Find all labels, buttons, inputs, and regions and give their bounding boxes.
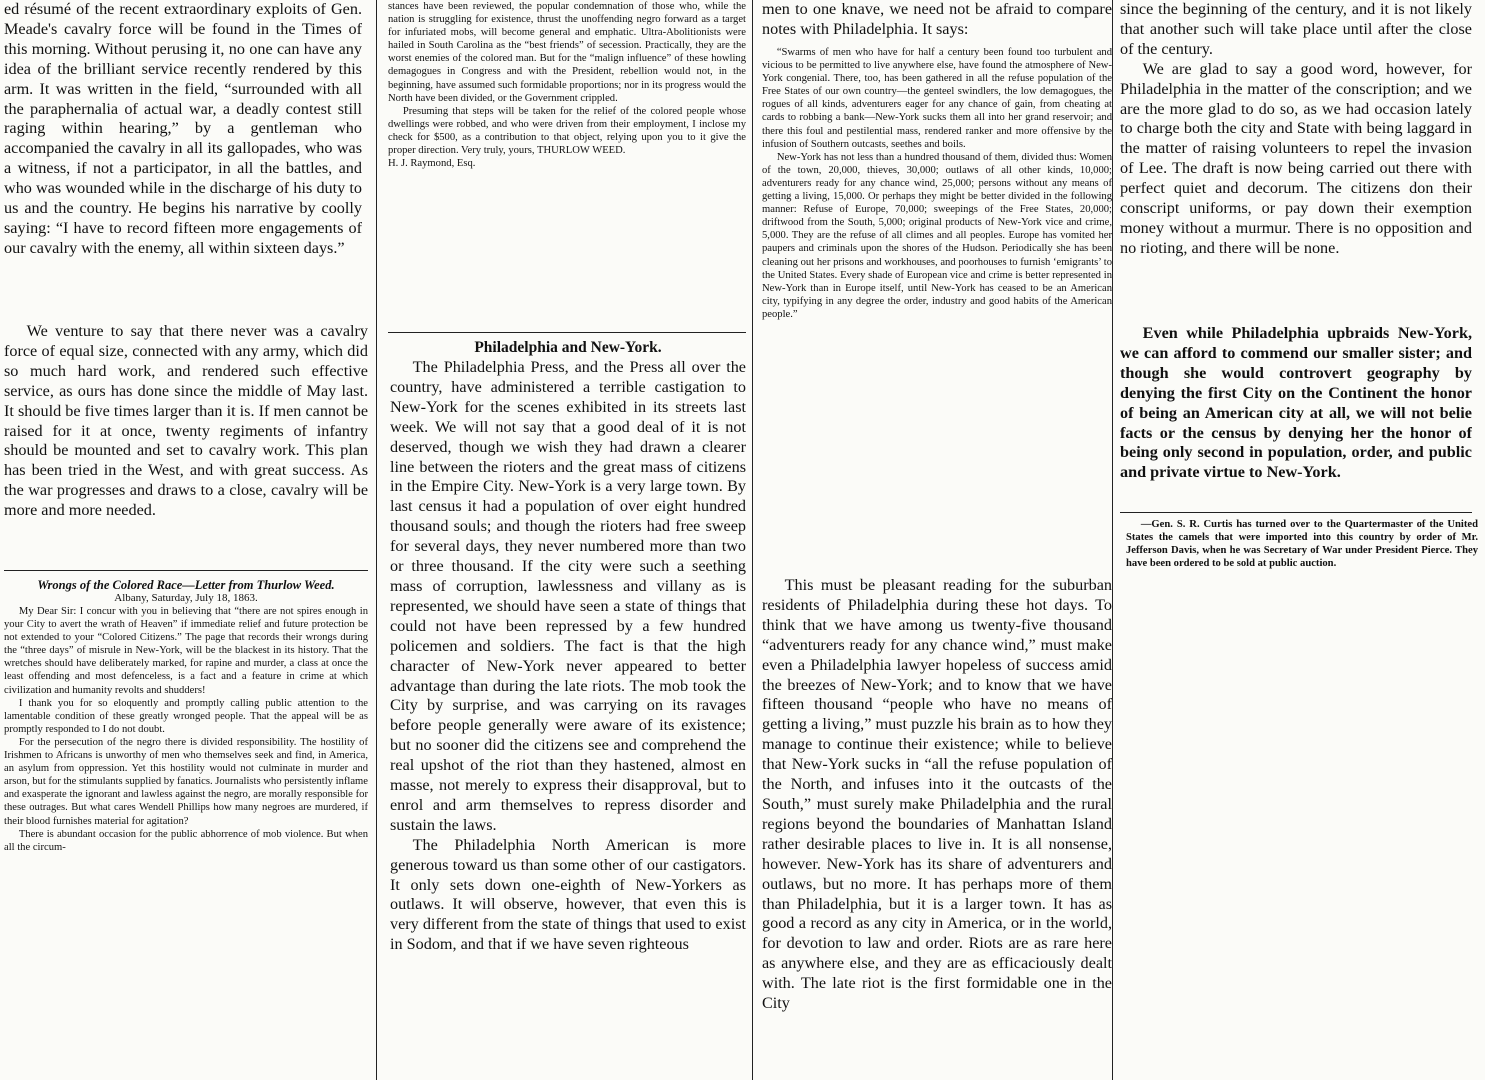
column-rule-2 [752, 0, 753, 1080]
weed-letter-closing: Presuming that steps will be taken for the relief of the colored people whose dwellings were robbed, and who were driven from their employment, I inclose my check for $500, as a contribution to that object, relying upon you to it give the proper direction. Very truly, yours, THURLOW WEED. [388, 105, 746, 157]
article-paragraph-2: The Philadelphia North American is more generous toward us than some other of our castigators. It only sets down one-eighth of New-Yorkers as outlaws. It will observe, however, that even this is very different from the state of things that used to exist in Sodom, and that if we have seven righteous [390, 835, 746, 954]
cavalry-force-paragraph: We venture to say that there never was a cavalry force of equal size, connected with any army, which did so much hard work, and rendered such effective service, as ours has done since the middle of May last. It should be five times larger than it is. If men cannot be raised for it at once, twenty regiments of infantry should be mounted and set to cavalry work. This plan has been tried in the West, and with great success. As the war progresses and draws to a close, cavalry will be more and more needed. [4, 322, 368, 520]
column-2-article [390, 338, 746, 1078]
column-3-paragraph-2: This must be pleasant reading for the suburban residents of Philadelphia during these hot days. To think that we have among us twenty-five thousand “adventurers ready for any chance wind,” must make even a Philadelphia lawyer hopeless of success amid the breezes of New-York; and to know that we have fifteen thousand “people who have no means of getting a living,” must puzzle his brain as to how they manage to continue their existence; while to believe that New-York sucks in “all the refuse population of the North, and infuses into it the outcasts of the South,” must surely make Philadelphia and the rural regions beyond the boundaries of Manhattan Island rather desirable places to live in. It is all nonsense, however. New-York has its share of adventurers and outlaws, but no more. It has perhaps more of them than Philadelphia, but it is a larger town. It has as good a record as any city in America, or in the world, for devotion to law and order. Riots are as rare here as anywhere else, and they are as efficaciously dealt with. The late riot is the first formidable one in the City [762, 576, 1112, 1013]
weed-letter-paragraph-2: I thank you for so eloquently and promptly calling public attention to the lamentable condition of these greatly wronged people. That the appeal will be as promptly responded to I do not doubt. [4, 697, 368, 735]
weed-letter-paragraph-4: There is abundant occasion for the public abhorrence of mob violence. But when all the circum- [4, 828, 368, 853]
column-2-divider [388, 332, 746, 333]
column-1-divider [4, 570, 368, 571]
column-rule-3 [1112, 0, 1113, 1080]
weed-letter-paragraph-3: For the persecution of the negro there is divided responsibility. The hostility of Irishmen to Africans is unworthy of men who themselves seek and find, in America, an asylum from oppression. Yet this hostility would not culminate in murder and arson, but for the stimulants supplied by fanatics. Journalists who persistently inflame and exasperate the ignorant and lawless against the negro, are morally responsible for these outrages. But what cares Wendell Phillips how many negroes are murdered, if their blood furnishes material for agitation? [4, 736, 368, 827]
column-rule-1 [376, 0, 377, 1080]
camels-note: —Gen. S. R. Curtis has turned over to the Quartermaster of the United States the camels that were imported into this country by order of Mr. Jefferson Davis, when he was Secretary of War under President Pierce. They have been ordered to be sold at public auction. [1126, 519, 1478, 570]
column-3-commentary [762, 576, 1112, 1078]
weed-letter-dateline: Albany, Saturday, July 18, 1863. [114, 592, 258, 604]
column-3-intro [762, 0, 1112, 48]
article-heading: Philadelphia and New-York. [474, 339, 662, 356]
column-3-paragraph-1: men to one knave, we need not be afraid to compare notes with Philadelphia. It says: [762, 0, 1112, 38]
column-4-paragraph-3: Even while Philadelphia upbraids New-York, we can afford to commend our smaller sister; and though she would controvert geography by denying the first City on the Continent the honor of being an American city at all, we will not belie facts or the census by denying her the honor of being only second in population, order, and public and private virtue to New-York. [1120, 324, 1472, 482]
article-paragraph-1: The Philadelphia Press, and the Press all over the country, have administered a terrible castigation to New-York for the scenes exhibited in its streets last week. We will not say that a good deal of it is not deserved, though we wish they had drawn a clearer line between the rioters and the great mass of citizens in the Empire City. New-York is a very large town. By last census it had a population of over eight hundred thousand souls; and though the rioters had free sweep for several days, they never numbered more than two or three thousand. If the city were such a seething mass of corruption, lawlessness and villany as is represented, we should have seen a state of things that could not have been repressed by a few hundred policemen and soldiers. The fact is that the high character of New-York never appeared to better advantage than during the late riots. The mob took the City by surprise, and was carrying on its ravages before people generally were aware of its existence; but no sooner did the citizens see and comprehend the real upshot of the riot than they hastened, almost en masse, not merely to express their disapproval, but to enrol and arm themselves to repress disorder and sustain the laws. [390, 358, 746, 834]
column-1 [4, 0, 362, 330]
weed-letter-paragraph-1: My Dear Sir: I concur with you in believing that “there are not spires enough in your City to avert the wrath of Heaven” if immediate relief and future protection be not extended to your “Colored Citizens.” The page that records their wrongs during the “three days” of misrule in New-York, will be the blackest in its history. That the wretches should have deliberately marked, for rapine and murder, a class at once the least offending and most defenceless, is a fact and a feature in crime at which civilization and humanity revolts and shudders! [4, 606, 368, 696]
weed-letter-heading: Wrongs of the Colored Race—Letter from Thurlow Weed. [37, 578, 335, 592]
column-4-paragraph-2: We are glad to say a good word, however, for Philadelphia in the matter of the conscription; and we are the more glad to do so, as we had occasion lately to charge both the city and State with being laggard in the matter of raising volunteers to repel the invasion of Lee. The draft is now being carried out there with perfect quiet and decorum. The citizens don their conscript uniforms, or pay down their exemption money without a murmur. There is no opposition and no rioting, and there will be none. [1120, 59, 1472, 257]
weed-letter [4, 578, 368, 1078]
column-2-letter [388, 0, 746, 330]
column-3-quote [762, 46, 1112, 572]
meade-cavalry-paragraph: ed résumé of the recent extraordinary exploits of Gen. Meade's cavalry force will be found in the Times of this morning. Without perusing it, no one can have any idea of the brilliant service recently rendered by this arm. It was written in the field, “surrounded with all the paraphernalia of actual war, a deadly contest still raging within hearing,” by a gentleman who accompanied the cavalry in all its gallopades, who was a witness, if not a participator, in all the battles, and who was wounded while in the discharge of his duty to us and the country. He begins his narrative by coolly saying: “I have to record fifteen more engagements of our cavalry with the enemy, all within sixteen days.” [4, 0, 362, 257]
column-4-bold [1120, 324, 1472, 510]
column-1-continued [4, 322, 368, 568]
north-american-quote-1: “Swarms of men who have for half a century been found too turbulent and vicious to be permitted to live anywhere else, have found the atmosphere of New-York congenial. There, too, has been gathered in all the refuse population of the Free States of our own country—the genteel swindlers, the low demagogues, the rogues of all kinds, adventurers eager for any chance of gain, from cheating at cards to robbing a bank—New-York sucks them all into her grand reservoir; and there this foul and pestilential mass, rendered ranker and more offensive by the infusion of Southern outcasts, seethes and boils. [762, 47, 1112, 150]
column-4-paragraph-1: since the beginning of the century, and it is not likely that another such will take place until after the close of the century. [1120, 0, 1472, 58]
addressee: H. J. Raymond, Esq. [388, 158, 476, 170]
column-4-divider [1120, 512, 1472, 513]
column-4 [1120, 0, 1472, 330]
north-american-quote-2: New-York has not less than a hundred thousand of them, divided thus: Women of the town, 20,000, thieves, 30,000; outlaws of all other kinds, 10,000; adventurers ready for any chance wind, 25,000; persons without any means of getting a living, 15,000. Or perhaps they might be better divided in the following manner: Refuse of Europe, 70,000; sweepings of the Free States, 20,000; driftwood from the South, 5,000; original products of New-York vice and crime, 5,000. They are the refuse of all climes and all peoples. Europe has vomited her paupers and criminals upon the shores of the Hudson. Periodically she has been cleaning out her prisons and workhouses, and poorhouses to furnish ‘emigrants’ to the United States. Every shade of European vice and crime is better represented in New-York than in Europe itself, until New-York has ceased to be an American city, typifying in any degree the order, industry and good habits of the American people.” [762, 151, 1112, 320]
weed-letter-continued: stances have been reviewed, the popular condemnation of those who, while the nation is struggling for existence, thrust the unoffending negro forward as a target for infuriated mobs, will become general and emphatic. Ultra-Abolitionists were hailed in South Carolina as the “best friends” of secession. Practically, they are the worst enemies of the colored man. But for the “malign influence” of these howling demagogues in Congress and with the President, rebellion would not, in the beginning, have assumed such formidable proportions; nor in its progress would the North have been divided, or the Government crippled. [388, 1, 746, 104]
column-4-note [1126, 518, 1478, 598]
